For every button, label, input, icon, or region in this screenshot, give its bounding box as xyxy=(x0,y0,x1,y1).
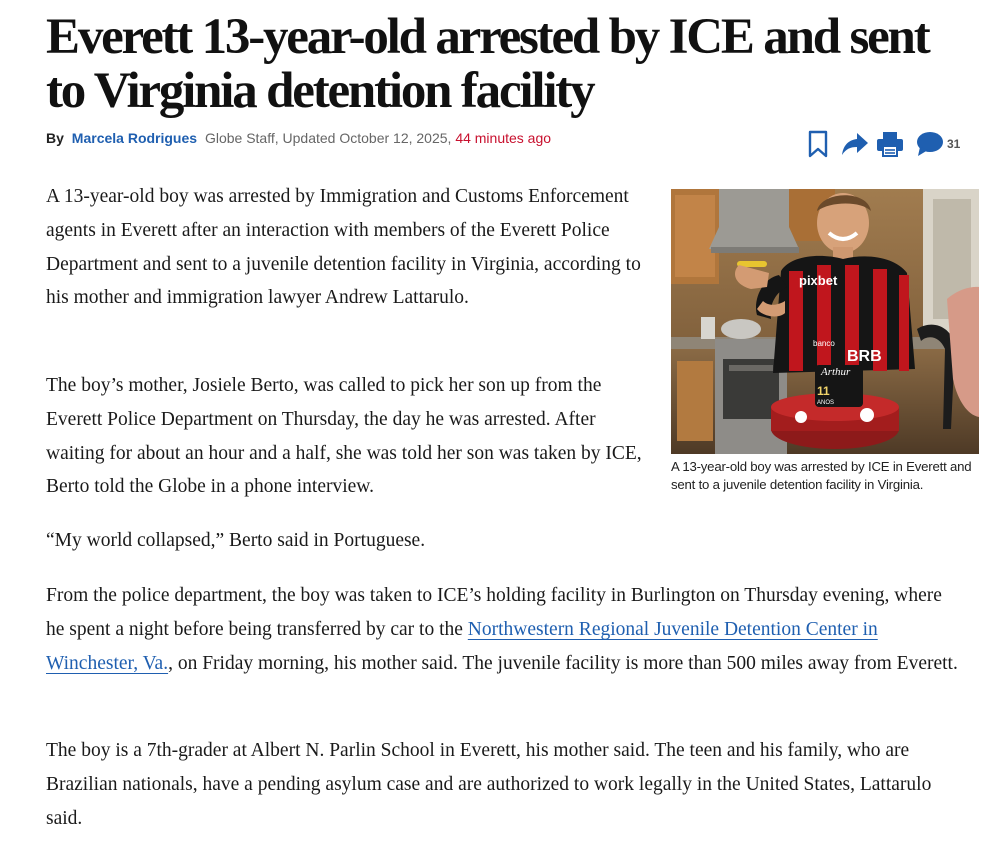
bookmark-button[interactable] xyxy=(808,130,828,158)
cake-topper-text: Arthur xyxy=(821,366,851,378)
print-button[interactable] xyxy=(876,130,904,158)
article-photo xyxy=(671,189,979,454)
paragraph-4-after-link: , on Friday morning, his mother said. The juvenile facility is more than 500 miles away from Everett. xyxy=(168,652,958,674)
shirt-sleeve-text: banco xyxy=(813,339,835,348)
shirt-sponsor-text: pixbet xyxy=(799,273,838,288)
article-figure xyxy=(671,189,979,494)
comment-count: 31 xyxy=(947,137,961,151)
paragraph-5: The boy is a 7th-grader at Albert N. Parlin School in Everett, his mother said. The teen and his family, who are Brazilian nationals, have a pending asylum case and are authorized to work legally in the United States, Lattarulo said. xyxy=(46,740,932,829)
paragraph-4-before-link: From the police department, the boy was taken to ICE’s holding facility in Burlington on Thursday evening, where he spent a night before being transferred by car to the xyxy=(46,585,942,640)
byline-by-label: By xyxy=(46,130,64,146)
figure-caption: A 13-year-old boy was arrested by ICE in Everett and sent to a juvenile detention facility in Virginia. xyxy=(671,459,972,492)
byline-staff-updated: Globe Staff, Updated October 12, 2025, xyxy=(204,130,452,146)
author-link[interactable]: Marcela Rodrigues xyxy=(71,130,198,146)
share-button[interactable] xyxy=(841,131,869,157)
photo-illustration xyxy=(671,189,979,454)
comment-icon xyxy=(916,131,944,157)
cake-age-number: 11 xyxy=(817,384,830,398)
paragraph-2: The boy’s mother, Josiele Berto, was called to pick her son up from the Everett Police Department on Thursday, the day he was arrested. After waiting for about an hour and a half, she was told her son was taken by ICE, Berto told the Globe in a phone interview. xyxy=(46,375,642,498)
bookmark-icon xyxy=(808,130,828,158)
paragraph-4 xyxy=(46,579,961,680)
paragraph-1: A 13-year-old boy was arrested by Immigration and Customs Enforcement agents in Everett after an interaction with members of the Everett Police Department and sent to a juvenile detention facility in Virginia, according to his mother and immigration lawyer Andrew Lattarulo. xyxy=(46,186,641,309)
paragraph-3: “My world collapsed,” Berto said in Portuguese. xyxy=(46,530,426,551)
cake-topper-sub: ANOS xyxy=(817,400,835,406)
shirt-chest-text: BRB xyxy=(847,348,882,365)
article-headline: Everett 13-year-old arrested by ICE and sent to Virginia detention facility xyxy=(46,9,929,119)
comments-button[interactable] xyxy=(916,131,960,157)
detention-center-link[interactable]: Northwestern Regional Juvenile Detention Center in Winchester, Va. xyxy=(46,618,878,674)
article-actions xyxy=(808,128,960,160)
byline xyxy=(46,129,551,147)
share-icon xyxy=(841,131,869,157)
print-icon xyxy=(876,130,904,158)
byline-time-ago: 44 minutes ago xyxy=(455,130,552,146)
